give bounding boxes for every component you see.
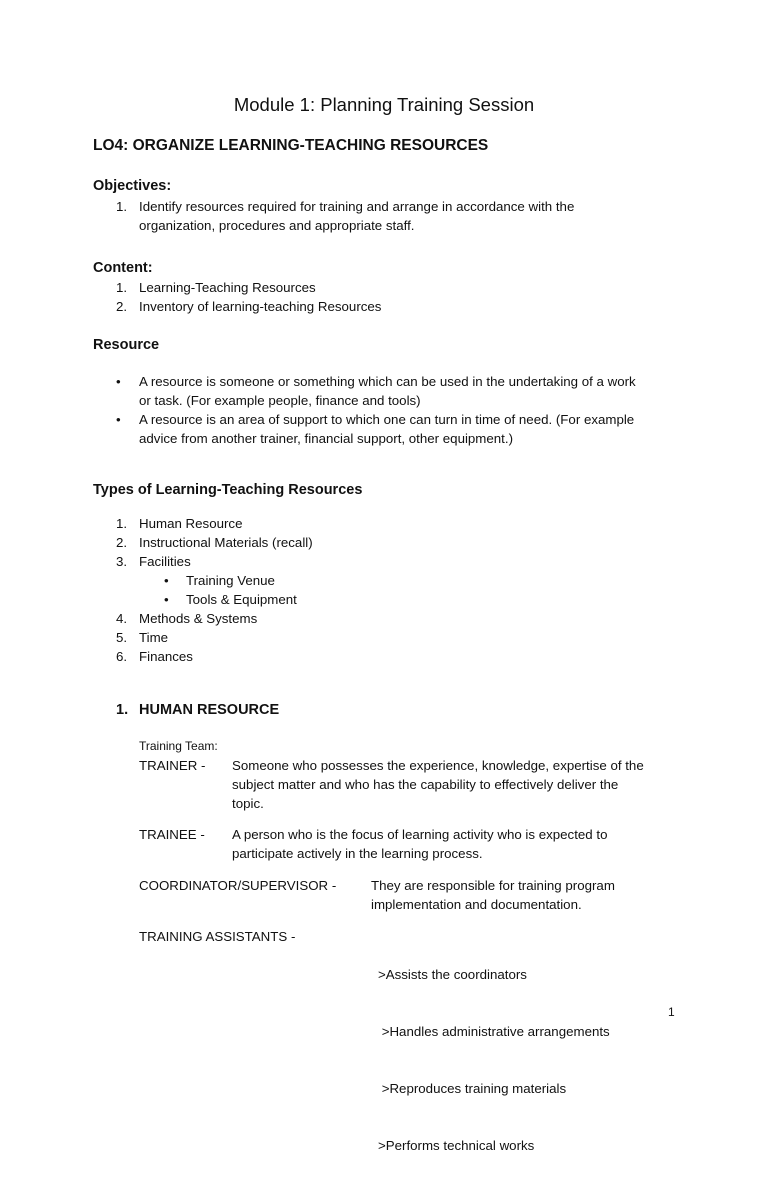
list-item: [116, 552, 416, 571]
types-list: [116, 514, 416, 666]
bullet-line: A resource is someone or something which can be used in the undertaking of a work: [139, 374, 636, 389]
list-number: 1.: [116, 516, 128, 531]
list-number: 6.: [116, 649, 128, 664]
list-item-text: Methods & Systems: [139, 611, 258, 626]
list-number: 1.: [116, 199, 128, 214]
role-description-trainer: [232, 756, 644, 813]
role-description-trainee: [232, 825, 607, 863]
role-line: A person who is the focus of learning activity who is expected to: [232, 827, 608, 842]
page-title: Module 1: Planning Training Session: [233, 94, 535, 115]
role-line: >Reproduces training materials: [378, 1081, 567, 1096]
bullet-line: A resource is an area of support to which one can turn in time of need. (For example: [139, 412, 635, 427]
role-description-training-assistants: [378, 927, 610, 1193]
list-item-text: Human Resource: [139, 516, 243, 531]
list-item: [116, 533, 416, 552]
sub-list-item-text: Tools & Equipment: [186, 592, 297, 607]
resource-heading: Resource: [93, 337, 160, 353]
list-number: 2.: [116, 299, 128, 314]
list-number: 5.: [116, 630, 128, 645]
sub-list-item: [116, 590, 416, 609]
role-line: subject matter and who has the capability to effectively deliver the: [232, 777, 619, 792]
section-number: 1.: [116, 702, 129, 718]
role-line: implementation and documentation.: [371, 897, 582, 912]
training-team-label: Training Team:: [139, 739, 218, 753]
list-number: 3.: [116, 554, 128, 569]
objective-line: organization, procedures and appropriate staff.: [139, 218, 415, 233]
list-item-text: Finances: [139, 649, 193, 664]
objective-line: Identify resources required for training and arrange in accordance with the: [139, 199, 575, 214]
list-item-text: Learning-Teaching Resources: [139, 280, 316, 295]
list-item: [116, 609, 416, 628]
role-line: topic.: [232, 796, 264, 811]
bullet-line: advice from another trainer, financial support, other equipment.): [139, 431, 513, 446]
role-description-coordinator: [371, 876, 615, 914]
role-label-training-assistants: TRAINING ASSISTANTS -: [139, 929, 296, 944]
role-line: >Handles administrative arrangements: [378, 1024, 610, 1039]
content-heading: Content:: [93, 260, 153, 276]
lo-heading: LO4: ORGANIZE LEARNING-TEACHING RESOURCES: [93, 137, 489, 154]
bullet-line: or task. (For example people, finance and tools): [139, 393, 421, 408]
sub-list-item-text: Training Venue: [186, 573, 275, 588]
objectives-heading: Objectives:: [93, 178, 172, 194]
human-resource-heading: [116, 702, 280, 718]
list-number: 2.: [116, 535, 128, 550]
list-number: 1.: [116, 280, 128, 295]
bullet: •: [116, 374, 121, 389]
list-number: 4.: [116, 611, 128, 626]
role-line: Someone who possesses the experience, knowledge, expertise of the: [232, 758, 644, 773]
list-item: [116, 647, 416, 666]
role-label-trainee: TRAINEE -: [139, 827, 205, 842]
role-line: >Performs technical works: [378, 1138, 535, 1153]
role-line: participate actively in the learning process.: [232, 846, 483, 861]
role-label-trainer: TRAINER -: [139, 758, 206, 773]
list-item-text: Facilities: [139, 554, 191, 569]
role-line: They are responsible for training program: [371, 878, 615, 893]
role-label-coordinator: COORDINATOR/SUPERVISOR -: [139, 878, 337, 893]
bullet: •: [164, 592, 169, 607]
list-item: [116, 628, 416, 647]
list-item-text: Time: [139, 630, 169, 645]
list-item-text: Inventory of learning-teaching Resources: [139, 299, 382, 314]
role-line: >Assists the coordinators: [378, 967, 527, 982]
bullet: •: [164, 573, 169, 588]
list-item: [116, 514, 416, 533]
sub-list-item: [116, 571, 416, 590]
types-heading: Types of Learning-Teaching Resources: [93, 482, 363, 498]
bullet: •: [116, 412, 121, 427]
list-item-text: Instructional Materials (recall): [139, 535, 313, 550]
section-title: HUMAN RESOURCE: [139, 702, 280, 718]
page-number: 1: [668, 1005, 675, 1019]
